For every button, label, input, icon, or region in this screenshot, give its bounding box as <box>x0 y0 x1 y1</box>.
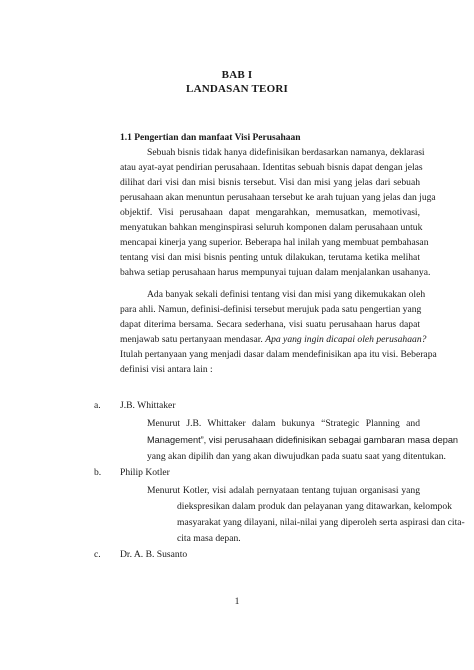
paragraph1-line: atau ayat-ayat pendirian perusahaan. Identitas sebuah bisnis dapat dengan jelas <box>120 162 423 173</box>
paragraph1-line: objektif. Visi perusahaan dapat mengarahkan, memusatkan, memotivasi, <box>120 207 420 218</box>
key-question: Apa yang ingin dicapai oleh perusahaan? <box>265 334 427 345</box>
paragraph1-line: menyatukan bahkan menginspirasi seluruh komponen dalam perusahaan untuk <box>120 222 423 233</box>
definition-line: Menurut J.B. Whittaker dalam bukunya “Strategic Planning and <box>147 418 420 429</box>
paragraph2-text: menjawab satu pertanyaan mendasar. <box>120 334 263 345</box>
definition-line: Menurut Kotler, visi adalah pernyataan tentang tujuan organisasi yang <box>147 485 420 496</box>
paragraph1-line: perusahaan akan menuntun perusahaan tersebut ke arah tujuan yang jelas dan juga <box>120 192 436 203</box>
definition-marker: a. <box>94 400 101 411</box>
paragraph1-line: mencapai kinerja yang superior. Beberapa hal inilah yang membuat pembahasan <box>120 237 429 248</box>
definition-line: masyarakat yang dilayani, nilai-nilai yang diperoleh serta aspirasi dan cita- <box>177 517 465 528</box>
definition-author: J.B. Whittaker <box>120 400 176 411</box>
definition-line: yang akan dipilih dan yang akan diwujudkan pada suatu saat yang ditentukan. <box>147 451 446 462</box>
paragraph2-line: para ahli. Namun, definisi-definisi tersebut merujuk pada satu pengertian yang <box>120 304 422 315</box>
page-number: 1 <box>234 596 240 607</box>
definition-line: cita masa depan. <box>177 533 241 544</box>
chapter-title: LANDASAN TEORI <box>186 83 288 95</box>
paragraph1-line: tentang visi dan misi bisnis penting untuk dilakukan, terutama ketika melihat <box>120 252 420 263</box>
paragraph2-line-with-question <box>120 334 427 346</box>
paragraph2-line: Itulah pertanyaan yang menjadi dasar dalam mendefinisikan apa itu visi. Beberapa <box>120 349 437 360</box>
chapter-number: BAB I <box>221 69 253 81</box>
definition-marker: c. <box>94 549 101 560</box>
definition-line: diekspresikan dalam produk dan pelayanan yang ditawarkan, kelompok <box>177 501 452 512</box>
paragraph1-line: dilihat dari visi dan misi bisnis tersebut. Visi dan misi yang jelas dari sebuah <box>120 177 420 188</box>
definition-author: Dr. A. B. Susanto <box>120 549 188 560</box>
paragraph1-line: Sebuah bisnis tidak hanya didefinisikan berdasarkan namanya, deklarasi <box>147 147 425 158</box>
definition-line: Management”, visi perusahaan didefinisikan sebagai gambaran masa depan <box>147 435 459 445</box>
definition-author: Philip Kotler <box>120 467 170 478</box>
paragraph2-line: definisi visi antara lain : <box>120 364 213 375</box>
paragraph2-line: dapat diterima bersama. Secara sederhana, visi suatu perusahaan harus dapat <box>120 319 420 330</box>
section-heading: 1.1 Pengertian dan manfaat Visi Perusahaan <box>120 133 301 143</box>
definition-marker: b. <box>94 467 102 478</box>
paragraph1-line: bahwa setiap perusahaan harus mempunyai tujuan dalam menjalankan usahanya. <box>120 267 431 278</box>
paragraph2-line: Ada banyak sekali definisi tentang visi dan misi yang dikemukakan oleh <box>147 289 426 300</box>
